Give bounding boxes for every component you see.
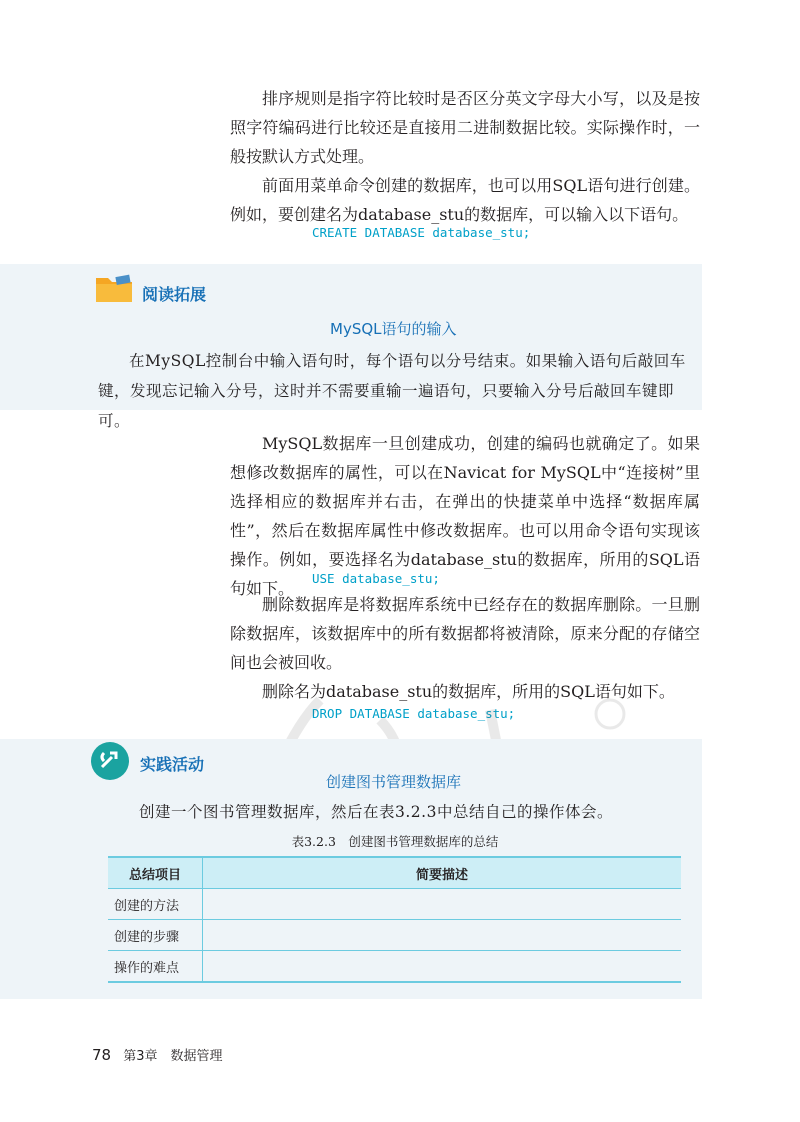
paragraph-delete-db: 删除数据库是将数据库系统中已经存在的数据库删除。一旦删除数据库，该数据库中的所有数据都将被清除，原来分配的存储空间也会被回收。 (230, 595, 700, 672)
table-header-row (108, 857, 681, 889)
row-value-difficulty[interactable] (203, 951, 682, 983)
table-row (108, 889, 681, 920)
reading-subtitle: MySQL语句的输入 (330, 320, 457, 338)
reading-body: 在MySQL控制台中输入语句时，每个语句以分号结束。如果输入语句后敲回车键，发现忘记输入分号，这时并不需要重输一遍语句，只要输入分号后敲回车键即可。 (98, 352, 686, 430)
header-brief-description: 简要描述 (203, 857, 682, 889)
reading-title: 阅读拓展 (142, 285, 207, 304)
reading-panel (0, 264, 702, 430)
row-label-difficulty: 操作的难点 (108, 951, 203, 983)
row-value-method[interactable] (203, 889, 682, 920)
paragraph-modify-db: MySQL数据库一旦创建成功，创建的编码也就确定了。如果想修改数据库的属性，可以在Navicat for MySQL中“连接树”里选择相应的数据库并右击，在弹出的快捷菜单中选择“数据库属性”，然后在数据库属性中修改数据库。也可以用命令语句实现该操作。例如，要选择名为database_stu的数据库，所用的SQL语句如下。 (230, 434, 700, 598)
practice-subtitle: 创建图书管理数据库 (326, 773, 462, 791)
folder-icon (94, 272, 134, 304)
table-row (108, 920, 681, 951)
code-drop-database: DROP DATABASE database_stu; (312, 706, 516, 721)
paragraph-create-sql: 前面用菜单命令创建的数据库，也可以用SQL语句进行创建。例如，要创建名为database_stu的数据库，可以输入以下语句。 (230, 176, 700, 224)
page-number: 78 (92, 1046, 112, 1064)
paragraph-collation: 排序规则是指字符比较时是否区分英文字母大小写，以及是按照字符编码进行比较还是直接用二进制数据比较。实际操作时，一般按默认方式处理。 (230, 89, 700, 166)
table-row (108, 951, 681, 983)
row-label-steps: 创建的步骤 (108, 920, 203, 951)
practice-body: 创建一个图书管理数据库，然后在表3.2.3中总结自己的操作体会。 (139, 803, 613, 821)
code-create-database: CREATE DATABASE database_stu; (312, 225, 531, 240)
table-caption: 表3.2.3 创建图书管理数据库的总结 (291, 834, 499, 849)
summary-table (108, 856, 681, 983)
tools-icon (90, 741, 130, 781)
code-use-database: USE database_stu; (312, 571, 440, 586)
row-label-method: 创建的方法 (108, 889, 203, 920)
header-summary-item: 总结项目 (108, 857, 203, 889)
row-value-steps[interactable] (203, 920, 682, 951)
page-footer (92, 1045, 223, 1064)
paragraph-delete-sql: 删除名为database_stu的数据库，所用的SQL语句如下。 (262, 682, 675, 701)
practice-title: 实践活动 (140, 755, 205, 774)
chapter-label: 第3章 数据管理 (123, 1049, 223, 1064)
